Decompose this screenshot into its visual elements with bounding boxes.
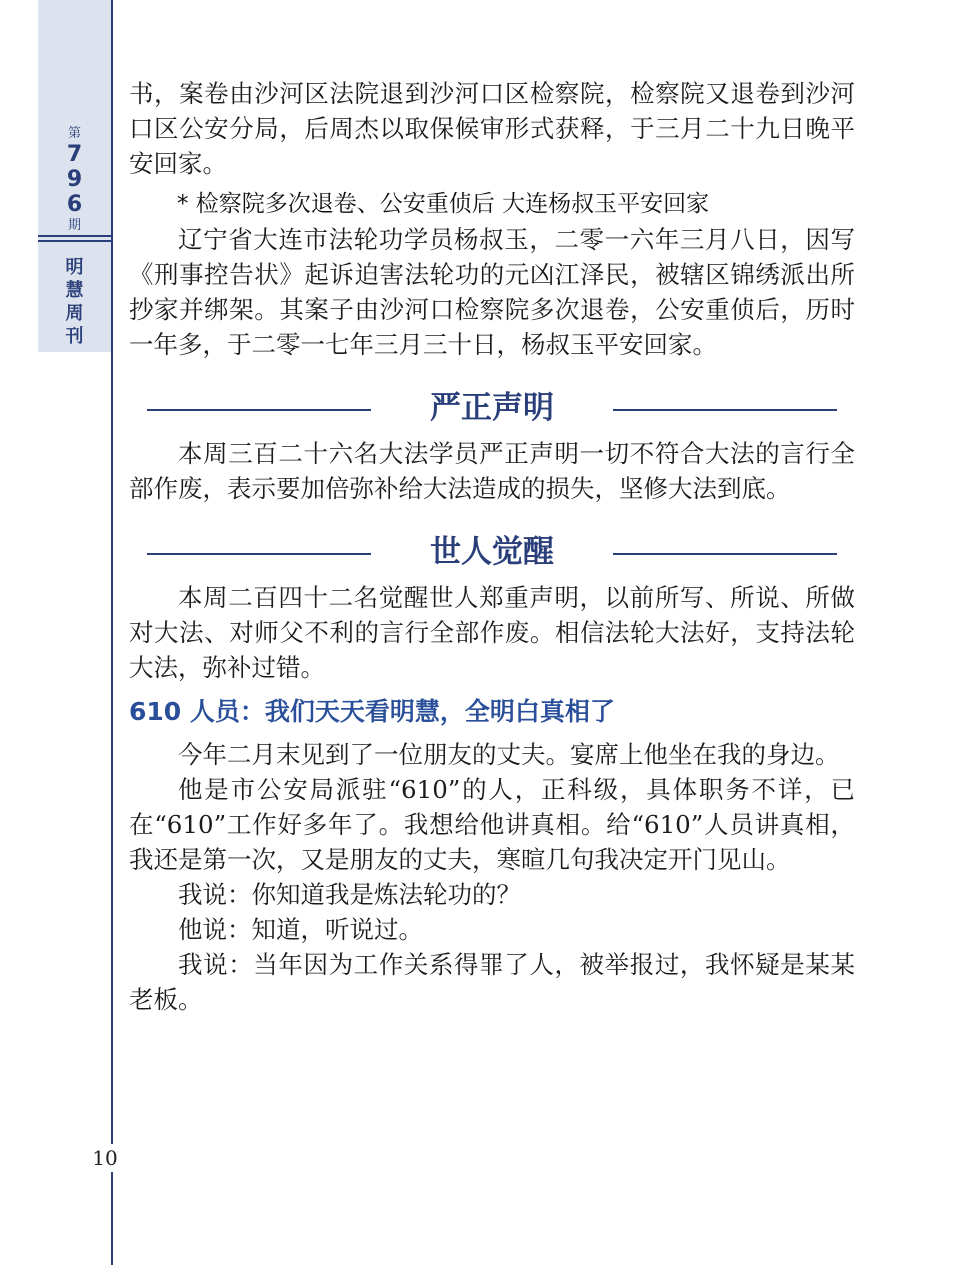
issue-suffix: 期 [67, 218, 81, 233]
issue-digit: 9 [66, 167, 83, 192]
article-paragraph: 今年二月末见到了一位朋友的丈夫。宴席上他坐在我的身边。 [178, 740, 840, 769]
issue-digit: 6 [66, 192, 83, 217]
article-paragraph: 他说：知道，听说过。 [178, 915, 423, 944]
issue-digit: 7 [66, 142, 83, 167]
article-body [129, 76, 855, 1017]
declaration-paragraph: 本周三百二十六名大法学员严正声明一切不符合大法的言行全部作废，表示要加倍弥补给大法造成的损失，坚修大法到底。 [129, 439, 855, 503]
awakening-paragraph: 本周二百四十二名觉醒世人郑重声明，以前所写、所说、所做对大法、对师父不利的言行全部作废。相信法轮大法好，支持法轮大法，弥补过错。 [129, 583, 855, 682]
subheading: * 检察院多次退卷、公安重侦后 大连杨叔玉平安回家 [177, 191, 710, 217]
article-title: 610 人员：我们天天看明慧，全明白真相了 [129, 697, 615, 726]
issue-divider [38, 240, 113, 242]
article-paragraph: 他是市公安局派驻“610”的人，正科级，具体职务不详，已在“610”工作好多年了。我想给他讲真相。给“610”人员讲真相，我还是第一次，又是朋友的丈夫，寒暄几句我决定开门见山。 [129, 775, 855, 874]
magazine-char: 慧 [65, 280, 84, 301]
margin-rule [111, 0, 113, 1265]
magazine-char: 明 [65, 257, 84, 278]
article-paragraph: 我说：你知道我是炼法轮功的？ [178, 880, 521, 909]
heading-rule-right [613, 409, 837, 411]
article-paragraph: 我说：当年因为工作关系得罪了人，被举报过，我怀疑是某某老板。 [129, 950, 855, 1014]
page-number: 10 [88, 1144, 122, 1172]
magazine-name [38, 256, 111, 348]
section-heading-awakening [129, 526, 855, 578]
section-title: 严正声明 [430, 390, 554, 426]
heading-rule-right [613, 553, 837, 555]
issue-number [38, 126, 111, 235]
yang-paragraph: 辽宁省大连市法轮功学员杨叔玉，二零一六年三月八日，因写《刑事控告状》起诉迫害法轮功的元凶江泽民，被辖区锦绣派出所抄家并绑架。其案子由沙河口检察院多次退卷，公安重侦后，历时一年多，于二零一七年三月三十日，杨叔玉平安回家。 [129, 225, 855, 359]
issue-prefix: 第 [67, 126, 81, 141]
section-title: 世人觉醒 [430, 534, 554, 570]
intro-paragraph: 书，案卷由沙河区法院退到沙河口区检察院，检察院又退卷到沙河口区公安分局，后周杰以取保候审形式获释，于三月二十九日晚平安回家。 [129, 79, 855, 178]
magazine-char: 刊 [65, 326, 84, 347]
section-heading-declaration [129, 382, 855, 434]
magazine-char: 周 [65, 303, 84, 324]
issue-divider [38, 235, 113, 237]
